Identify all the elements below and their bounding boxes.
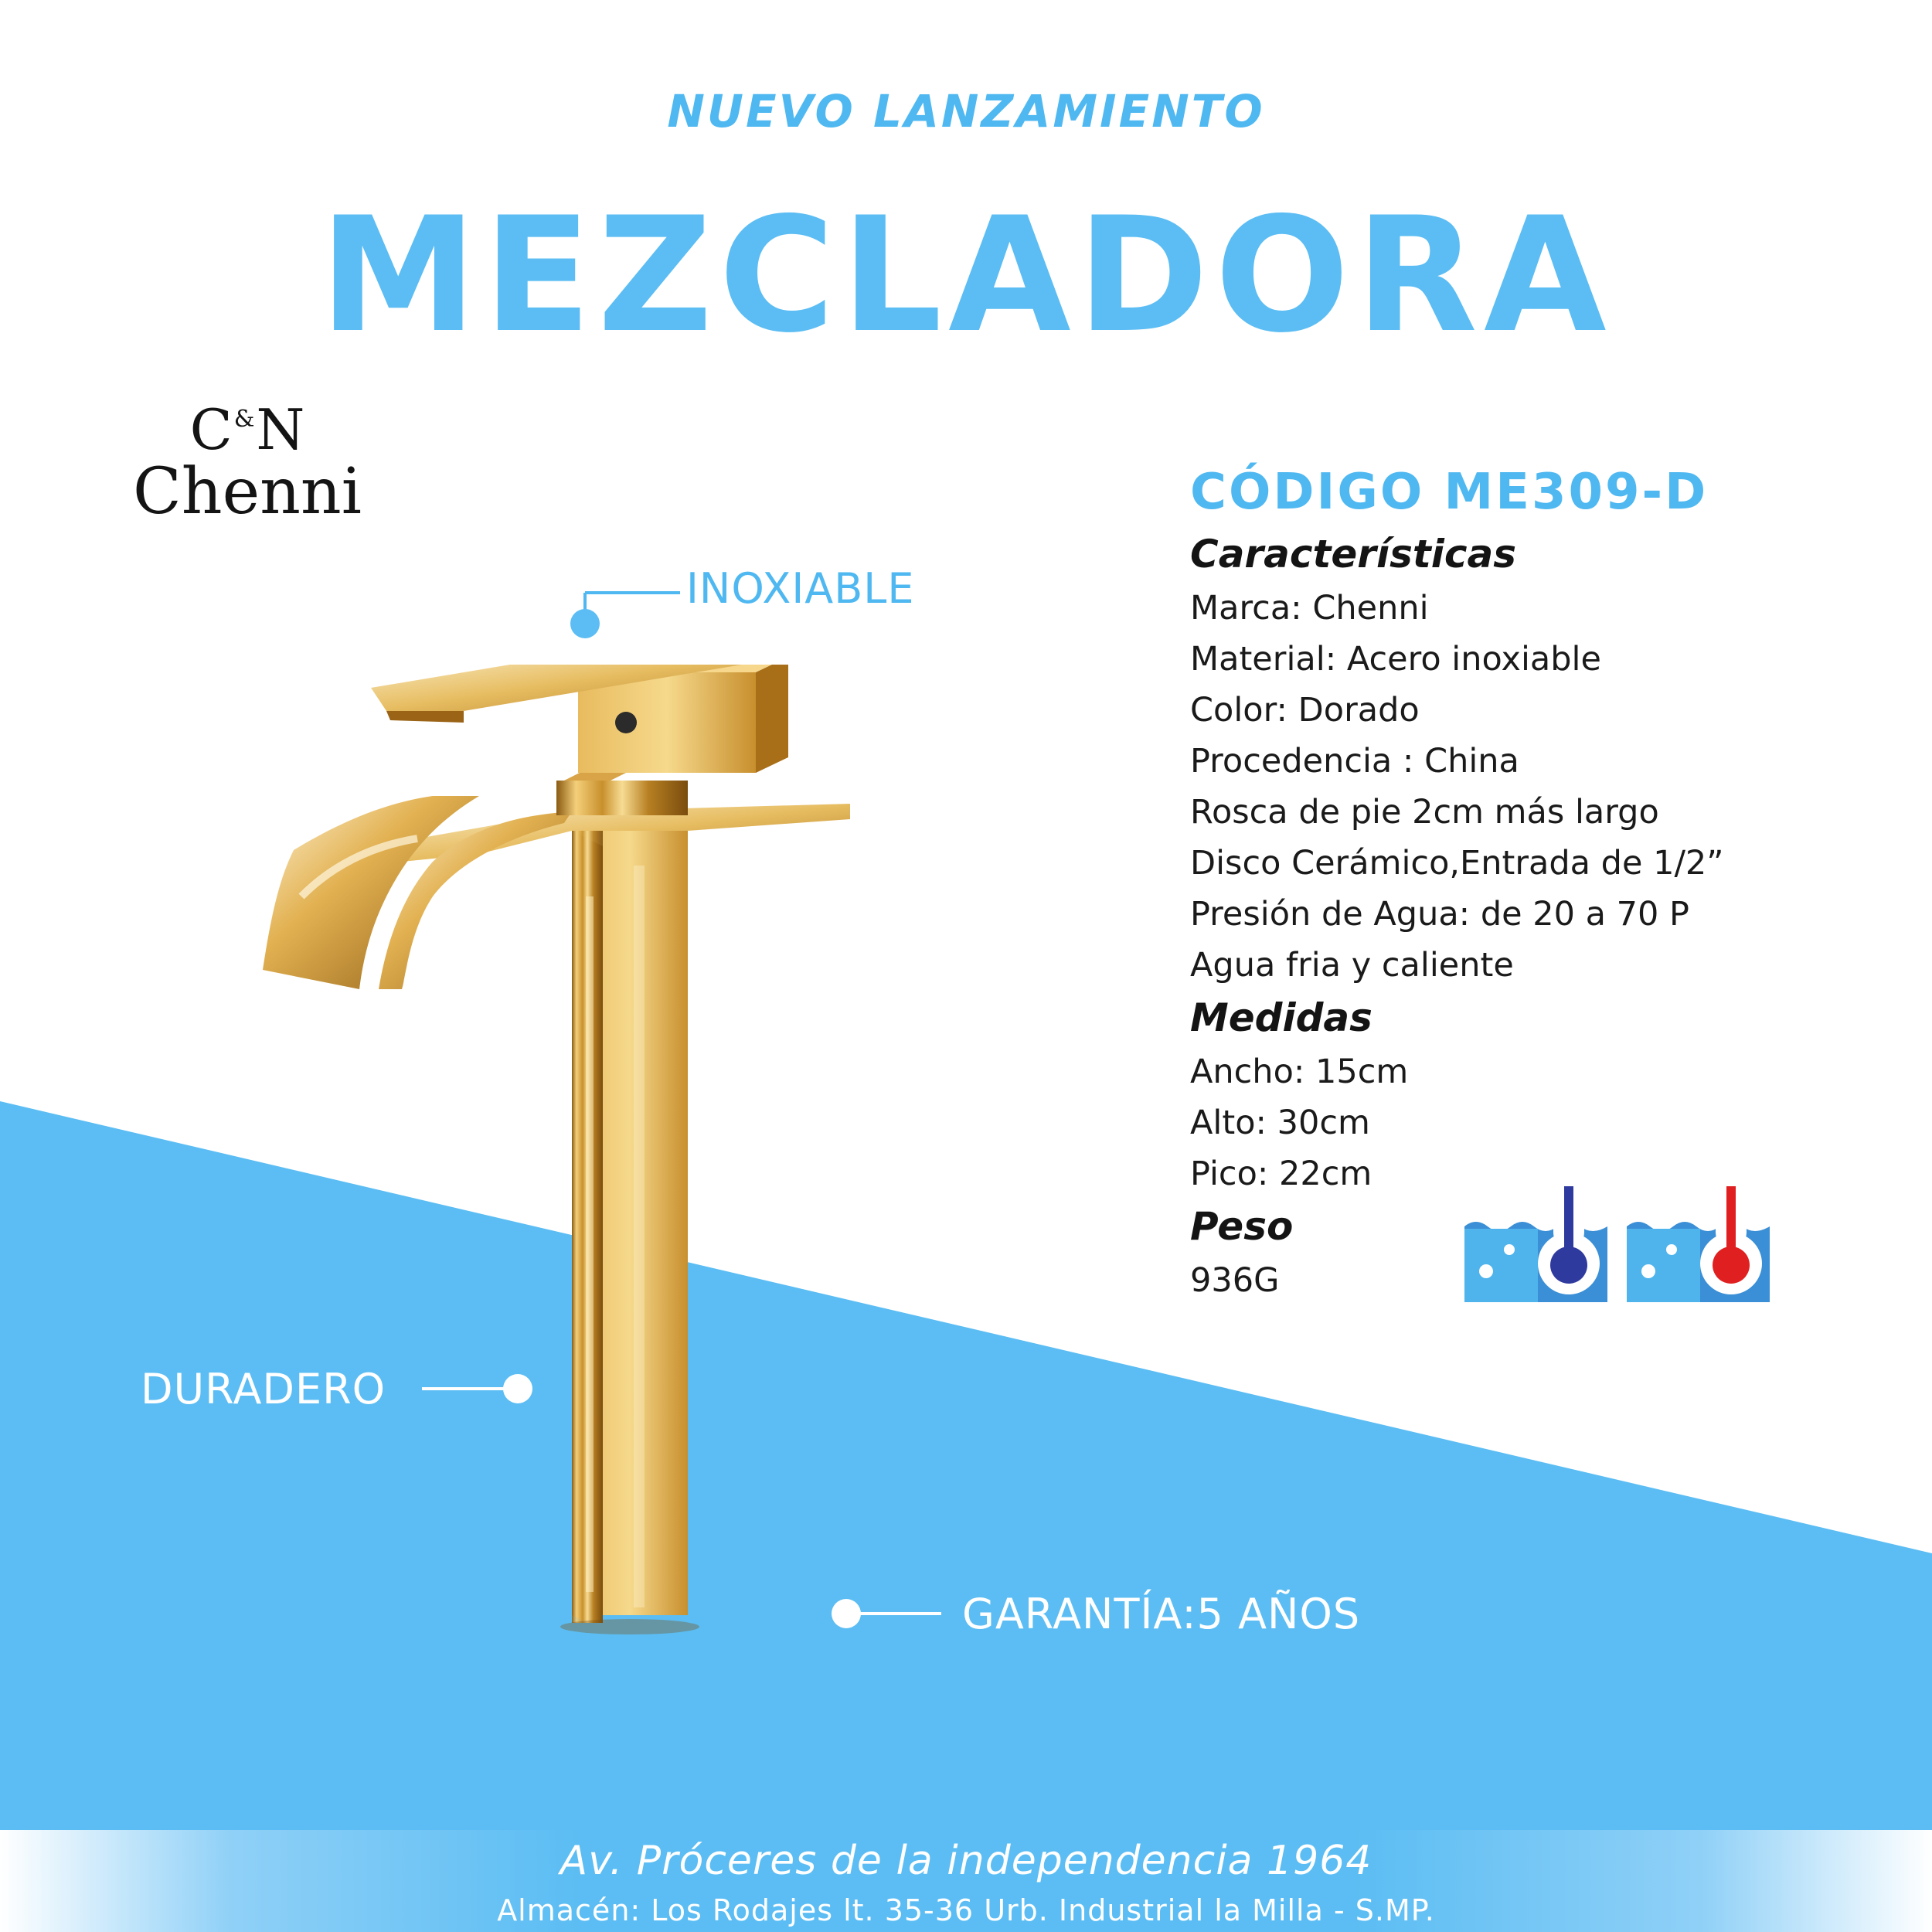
features-heading: Características [1190,532,1517,577]
brand-logo [120,397,375,529]
feature-item: Procedencia : China [1190,742,1519,781]
launch-subtitle: NUEVO LANZAMIENTO [667,85,1265,138]
measure-item: Ancho: 15cm [1190,1053,1409,1091]
logo-initial-c: C [189,397,233,462]
callout-pointer-garantia [827,1596,951,1634]
weight-heading: Peso [1190,1204,1294,1249]
measure-item: Alto: 30cm [1190,1104,1370,1142]
product-title: MEZCLADORA [319,184,1613,368]
callout-pointer-inoxiable [564,583,688,645]
thermometer-hot-icon [1627,1155,1770,1302]
feature-item: Disco Cerámico,Entrada de 1/2” [1190,844,1724,883]
feature-item: Color: Dorado [1190,691,1420,730]
feature-item: Rosca de pie 2cm más largo [1190,793,1659,832]
logo-name: Chenni [133,455,362,529]
feature-item: Presión de Agua: de 20 a 70 P [1190,895,1689,934]
features-list [1190,583,1724,991]
callout-pointer-duradero [417,1372,541,1410]
weight-value: 936G [1190,1261,1280,1300]
callout-inoxiable: INOXIABLE [686,564,915,613]
measures-heading: Medidas [1190,995,1372,1040]
feature-item: Material: Acero inoxiable [1190,640,1601,679]
callout-duradero: DURADERO [141,1365,386,1413]
callout-garantia: GARANTÍA:5 AÑOS [962,1590,1361,1638]
thermometer-cold-icon [1464,1155,1607,1302]
product-code: CÓDIGO ME309-D [1190,464,1709,521]
footer-warehouse: Almacén: Los Rodajes lt. 35-36 Urb. Industrial la Milla - S.MP. [497,1893,1435,1927]
logo-monogram [120,397,375,462]
measure-item: Pico: 22cm [1190,1155,1372,1193]
footer-address: Av. Próceres de la independencia 1964 [560,1838,1372,1884]
feature-item: Marca: Chenni [1190,589,1429,628]
gold-faucet-image [247,665,866,1731]
logo-initial-n: N [256,397,305,462]
feature-item: Agua fria y caliente [1190,946,1514,985]
logo-ampersand: & [233,406,255,433]
